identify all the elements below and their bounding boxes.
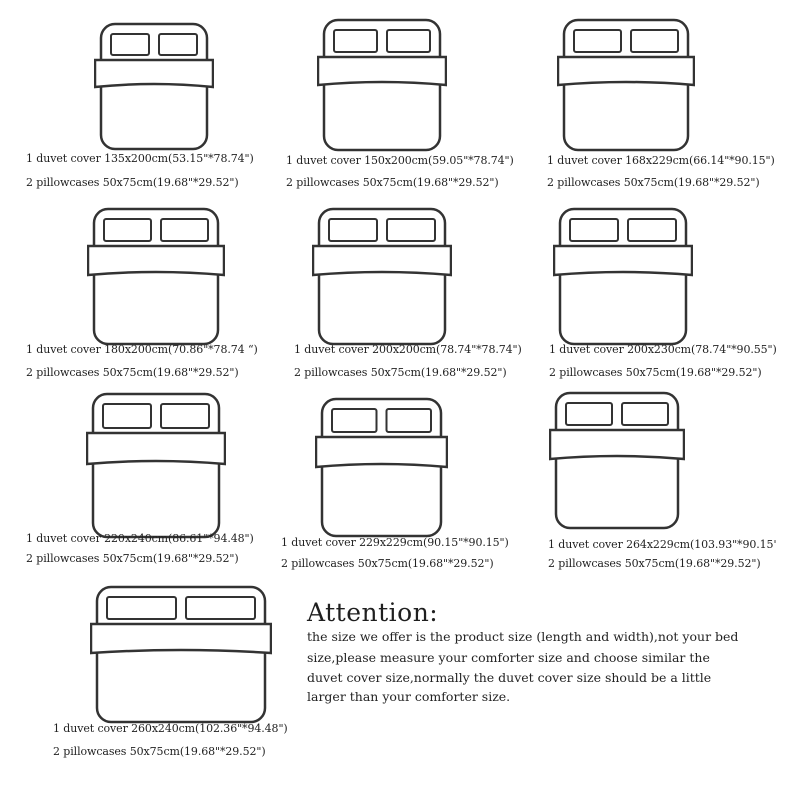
pillowcase-size-label: 2 pillowcases 50x75cm(19.68"*29.52") xyxy=(286,176,499,189)
bed-drawing xyxy=(94,22,214,152)
pillow xyxy=(186,597,255,619)
pillowcase-size-label: 2 pillowcases 50x75cm(19.68"*29.52") xyxy=(26,552,239,565)
pillow xyxy=(628,219,676,241)
duvet-fold xyxy=(558,57,694,85)
attention-text-line: size,please measure your comforter size and choose similar the xyxy=(307,650,710,665)
duvet-fold xyxy=(95,60,213,87)
pillow xyxy=(107,597,176,619)
bed-drawing xyxy=(557,18,695,153)
bed-drawing xyxy=(87,207,225,347)
pillow xyxy=(570,219,618,241)
pillowcase-size-label: 2 pillowcases 50x75cm(19.68"*29.52") xyxy=(26,366,239,379)
duvet-size-label: 1 duvet cover 220x240cm(86.61"*94.48") xyxy=(26,532,254,545)
attention-text-line: the size we offer is the product size (length and width),not your bed xyxy=(307,629,739,644)
pillow xyxy=(334,30,377,52)
pillow xyxy=(332,409,377,432)
duvet-size-label: 1 duvet cover 200x230cm(78.74"*90.55") xyxy=(549,343,777,356)
bed-drawing xyxy=(90,585,272,725)
duvet-fold xyxy=(554,246,692,275)
pillow xyxy=(574,30,621,52)
duvet-fold xyxy=(313,246,451,275)
pillow xyxy=(103,404,151,428)
duvet-fold xyxy=(87,433,225,464)
pillowcase-size-label: 2 pillowcases 50x75cm(19.68"*29.52") xyxy=(281,557,494,570)
pillow xyxy=(159,34,197,55)
attention-text-line: larger than your comforter size. xyxy=(307,689,511,704)
pillow xyxy=(631,30,678,52)
pillowcase-size-label: 2 pillowcases 50x75cm(19.68"*29.52") xyxy=(26,176,239,189)
pillowcase-size-label: 2 pillowcases 50x75cm(19.68"*29.52") xyxy=(53,745,266,758)
bed-drawing xyxy=(553,207,693,347)
bed-icon xyxy=(94,22,214,152)
pillow xyxy=(161,404,209,428)
duvet-size-label: 1 duvet cover 168x229cm(66.14"*90.15") xyxy=(547,154,775,167)
duvet-fold xyxy=(318,57,446,85)
pillowcase-size-label: 2 pillowcases 50x75cm(19.68"*29.52") xyxy=(294,366,507,379)
duvet-fold xyxy=(88,246,224,275)
bed-icon xyxy=(90,585,272,725)
bed-icon xyxy=(87,207,225,347)
pillow xyxy=(161,219,208,241)
attention-text-line: duvet cover size,normally the duvet cover size should be a little xyxy=(307,670,712,685)
duvet-size-label: 1 duvet cover 229x229cm(90.15"*90.15") xyxy=(281,536,509,549)
bed-icon xyxy=(86,392,226,540)
duvet-size-label: 1 duvet cover 180x200cm(70.86"*78.74 “) xyxy=(26,343,258,356)
pillow xyxy=(387,409,432,432)
bed-icon xyxy=(553,207,693,347)
duvet-size-label: 1 duvet cover 260x240cm(102.36"*94.48") xyxy=(53,722,288,735)
duvet-fold xyxy=(91,624,271,653)
pillow xyxy=(329,219,377,241)
duvet-fold xyxy=(550,430,684,459)
bed-drawing xyxy=(317,18,447,153)
bed-drawing xyxy=(86,392,226,540)
attention-title: Attention: xyxy=(307,598,439,627)
bed-icon xyxy=(557,18,695,153)
bed-icon xyxy=(315,397,448,539)
duvet-size-label: 1 duvet cover 264x229cm(103.93"*90.15' xyxy=(548,538,777,551)
pillowcase-size-label: 2 pillowcases 50x75cm(19.68"*29.52") xyxy=(547,176,760,189)
bed-icon xyxy=(312,207,452,347)
pillow xyxy=(111,34,149,55)
duvet-size-label: 1 duvet cover 200x200cm(78.74"*78.74") xyxy=(294,343,522,356)
pillow xyxy=(104,219,151,241)
pillow xyxy=(566,403,612,425)
pillow xyxy=(622,403,668,425)
pillow xyxy=(387,30,430,52)
bed-drawing xyxy=(315,397,448,539)
pillow xyxy=(387,219,435,241)
bed-icon xyxy=(549,391,685,531)
duvet-size-label: 1 duvet cover 135x200cm(53.15"*78.74") xyxy=(26,152,254,165)
bed-drawing xyxy=(549,391,685,531)
pillowcase-size-label: 2 pillowcases 50x75cm(19.68"*29.52") xyxy=(549,366,762,379)
bed-drawing xyxy=(312,207,452,347)
duvet-size-label: 1 duvet cover 150x200cm(59.05"*78.74") xyxy=(286,154,514,167)
bed-icon xyxy=(317,18,447,153)
duvet-fold xyxy=(316,437,447,467)
pillowcase-size-label: 2 pillowcases 50x75cm(19.68"*29.52") xyxy=(548,557,761,570)
